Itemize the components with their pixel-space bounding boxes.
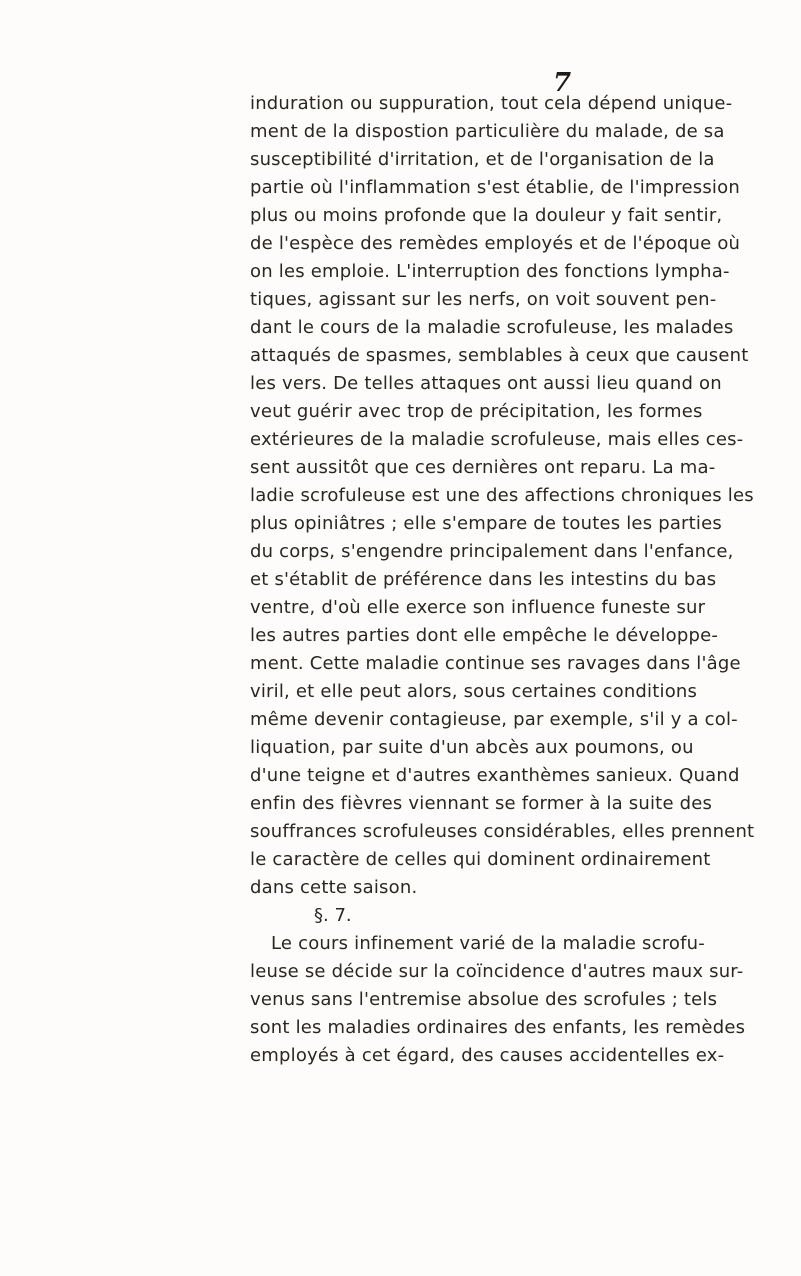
text-line: tiques, agissant sur les nerfs, on voit souvent pen- <box>250 289 717 310</box>
text-line: induration ou suppuration, tout cela dépend unique- <box>250 93 733 114</box>
text-line: venus sans l'entremise absolue des scrofules ; tels <box>250 989 718 1010</box>
text-line: souffrances scrofuleuses considérables, elles prennent <box>250 821 755 842</box>
text-line: et s'établit de préférence dans les intestins du bas <box>250 569 717 590</box>
text-line: dant le cours de la maladie scrofuleuse, les malades <box>250 317 734 338</box>
text-line: attaqués de spasmes, semblables à ceux que causent <box>250 345 749 366</box>
text-line: employés à cet égard, des causes accidentelles ex- <box>250 1045 725 1066</box>
text-line: on les emploie. L'interruption des fonctions lympha- <box>250 261 730 282</box>
text-line: même devenir contagieuse, par exemple, s'il y a col- <box>250 709 738 730</box>
text-line: partie où l'inflammation s'est établie, de l'impression <box>250 177 740 198</box>
text-line: plus opiniâtres ; elle s'empare de toutes les parties <box>250 513 722 534</box>
text-line: veut guérir avec trop de précipitation, les formes <box>250 401 703 422</box>
text-line: sont les maladies ordinaires des enfants, les remèdes <box>250 1017 746 1038</box>
section-heading: §. 7. <box>314 905 352 926</box>
text-line: enfin des fièvres viennant se former à la suite des <box>250 793 713 814</box>
page-number: 7 <box>553 68 572 98</box>
text-line: ment de la dispostion particulière du malade, de sa <box>250 121 725 142</box>
text-line: du corps, s'engendre principalement dans l'enfance, <box>250 541 734 562</box>
text-line: les vers. De telles attaques ont aussi lieu quand on <box>250 373 722 394</box>
text-line: extérieures de la maladie scrofuleuse, mais elles ces- <box>250 429 744 450</box>
text-line: le caractère de celles qui dominent ordinairement <box>250 849 711 870</box>
text-line: ladie scrofuleuse est une des affections chroniques les <box>250 485 754 506</box>
text-line: ventre, d'où elle exerce son influence funeste sur <box>250 597 706 618</box>
text-line: plus ou moins profonde que la douleur y fait sentir, <box>250 205 723 226</box>
text-line: dans cette saison. <box>250 877 418 898</box>
text-line: susceptibilité d'irritation, et de l'organisation de la <box>250 149 715 170</box>
paragraph-1 <box>250 90 755 902</box>
text-line: ment. Cette maladie continue ses ravages dans l'âge <box>250 653 741 674</box>
text-line: liquation, par suite d'un abcès aux poumons, ou <box>250 737 694 758</box>
text-line: d'une teigne et d'autres exanthèmes sanieux. Quand <box>250 765 740 786</box>
text-line: sent aussitôt que ces dernières ont reparu. La ma- <box>250 457 716 478</box>
text-line: les autres parties dont elle empêche le développe- <box>250 625 719 646</box>
paragraph-2 <box>250 930 746 1070</box>
body-text <box>250 90 755 1070</box>
text-line: viril, et elle peut alors, sous certaines conditions <box>250 681 698 702</box>
text-line: de l'espèce des remèdes employés et de l'époque où <box>250 233 741 254</box>
text-line: Le cours infinement varié de la maladie scrofu- <box>271 933 705 954</box>
text-line: leuse se décide sur la coïncidence d'autres maux sur- <box>250 961 744 982</box>
